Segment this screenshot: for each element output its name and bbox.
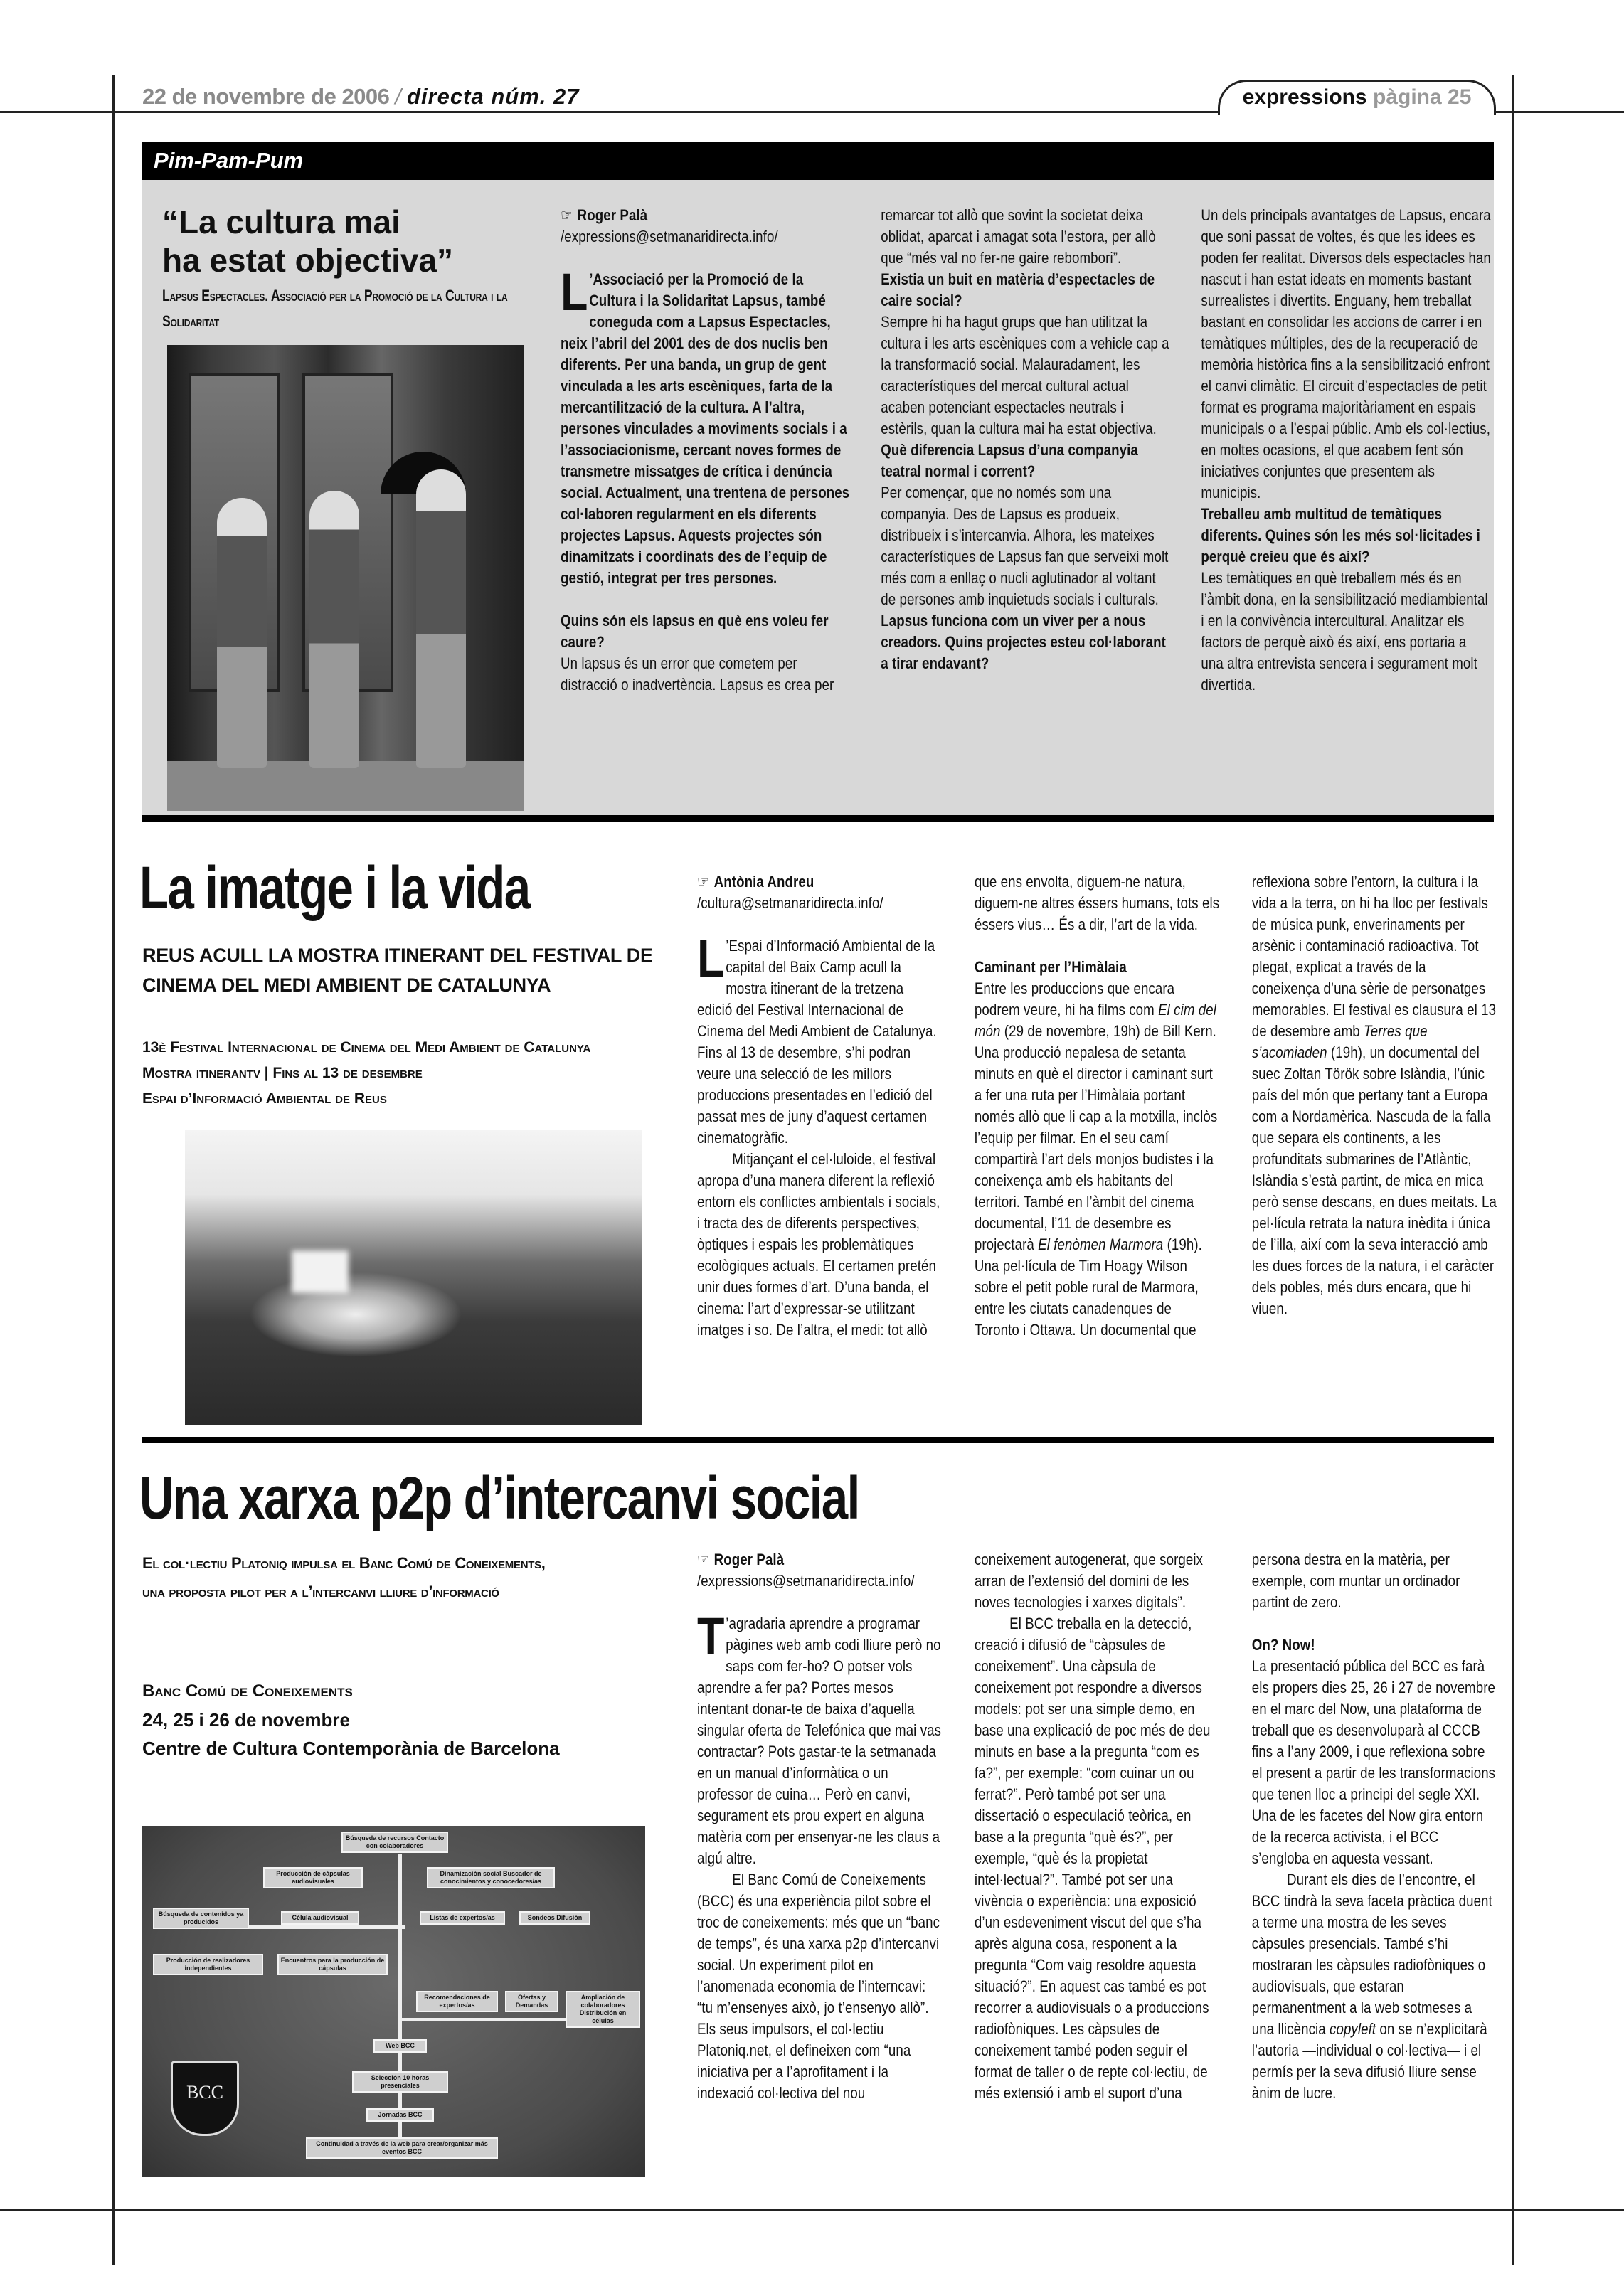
byline bbox=[561, 205, 851, 226]
photo-river bbox=[249, 1272, 462, 1357]
author-email[interactable]: /cultura@setmanaridirecta.info/ bbox=[697, 894, 883, 912]
p2p-info-name: Banc Comú de Coneixements bbox=[142, 1681, 353, 1701]
festival-info-name: 13è Festival Internacional de Cinema del Medi Ambient de Catalunya bbox=[142, 1039, 591, 1056]
text-run: (29 de novembre, 19h) de Bill Kern. Una producció nepalesa de setanta minuts en què el director i caminant surt a fer una ruta per l’Himàlaia portant només allò que li cap a la motxilla, inclòs l’equip per filmar. En el seu camí compartirà l’art dels monjos budistes i la coneixença amb els habitants del territori. També en l’àmbit del cinema documental, l’11 de desembre es projectarà bbox=[974, 1022, 1218, 1253]
text-run: El Banc Comú de Coneixements (BCC) és una experiència pilot sobre el troc de coneixements: més que un “banc de temps”, és una xarxa p2p d’intercanvi social. Un experiment pilot en l’anomenada economia de l’interncavi: “tu m’ensenyes això, jo t’ensenyo allò”. Els seus impulsors, el col·lectiu Platoniq.net, el defineixen com “una iniciativa per a l’aprofitament i la indexació col·lectiva del nou coneixement autogenerat, que sorgeix arran de l’extensió del domini de les noves tecnologies i xarxes digitals”. bbox=[697, 1551, 1204, 2102]
photo-waterfall bbox=[292, 1250, 349, 1293]
text-run: ’agradaria aprendre a programar pàgines web amb codi lliure però no saps com fer-ho? O potser vols aprendre a fer pa? Portes mesos intentant donar-te de baixa d’aquella singular oferta de Telefónica que mai vas contractar? Pots gastar-te la setmanada en un manual d’informàtica o un professor de cuina… Però en canvi, segurament ets prou expert en alguna matèria com per ensenyar-ne les claus a algú altre. bbox=[697, 1615, 942, 1867]
interview-question bbox=[881, 269, 1172, 312]
text-run: Quins són els lapsus en què ens voleu fer caure? bbox=[561, 612, 829, 651]
diagram-box: Ampliación de colaboradores Distribución en células bbox=[566, 1991, 640, 2028]
text-run: (19h), un documental del suec Zoltan Török sobre Islàndia, l’únic país del món que pertany tant a Europa com a Nordamèrica. Nascuda de la falla que separa els continents, a les profunditats submarines de l’Atlàntic, Islàndia s’està partint, de mica en mica però sense descans, en dues meitats. La pel·lícula retrata la natura inèdita i única de l’illa, així com la seva interacció amb les dues forces de la natura, i el caràcter dels pobles, més durs encara, que hi viuen. bbox=[1251, 1043, 1497, 1317]
text-run: On? Now! bbox=[1251, 1636, 1315, 1654]
headline-line-1: “La cultura mai bbox=[162, 203, 400, 240]
diagram-box: Célula audiovisual bbox=[281, 1911, 359, 1925]
section-bar-label: Pim-Pam-Pum bbox=[154, 148, 304, 173]
text-run: Entre les produccions que encara podrem veure, hi ha films com bbox=[974, 979, 1175, 1019]
paragraph bbox=[1252, 1656, 1497, 1869]
diagram-box: Sondeos Difusión bbox=[519, 1911, 590, 1925]
interview-body bbox=[561, 205, 1492, 696]
bcc-flow-diagram-photo bbox=[142, 1826, 645, 2177]
diagram-box: Búsqueda de contenidos ya producidos bbox=[153, 1908, 249, 1929]
film-title-italic: Terres que s’acomiaden bbox=[1251, 1022, 1428, 1061]
pointing-hand-icon: ☞ bbox=[697, 873, 709, 891]
drop-cap: L bbox=[561, 262, 588, 321]
interview-question bbox=[1201, 504, 1492, 568]
canyon-waterfall-photo bbox=[185, 1130, 642, 1425]
headline-line-2: ha estat objectiva” bbox=[162, 242, 454, 279]
p2p-info-place: Centre de Cultura Contemporània de Barcelona bbox=[142, 1738, 560, 1759]
text-run: Treballeu amb multitud de temàtiques diferents. Quines són les més sol·licitades i perquè creieu que és així? bbox=[1201, 505, 1480, 565]
author-email[interactable]: /expressions@setmanaridirecta.info/ bbox=[697, 1572, 915, 1590]
author-name: Roger Palà bbox=[713, 1551, 785, 1568]
text-run: Per començar, que no només som una companyia. Des de Lapsus es produeix, distribueix i s’intercanvia. Alhora, les mateixes característiques de Lapsus fan que serveixi molt més com a enllaç o nucli aglutinador al voltant de persones amb inquietuds socials i culturals. bbox=[881, 484, 1169, 608]
text-run: on se n’explicitarà l’autoria —individual o col·lectiva— i el permís per la seva difusió lliure sense ànim de lucre. bbox=[1251, 2020, 1487, 2102]
p2p-info bbox=[142, 1677, 683, 1763]
diagram-box: Dinamización social Buscador de conocimientos y conocedores/as bbox=[427, 1867, 555, 1888]
paragraph bbox=[881, 312, 1172, 440]
text-run: Mitjançant el cel·luloide, el festival apropa d’una manera diferent la reflexió entorn els conflictes ambientals i socials, i tracta des de diferents perspectives, òptiques i espais les problemàtiques ecològiques actuals. El certamen pretén unir dues formes d’art. D’una banda, el cinema: l’art d’expressar-se utilitzant imatges i so. De l’altra, el medi: tot allò que ens envolta, diguem-ne natura, diguem-ne altres éssers humans, tots els éssers vius… És a dir, l’art de la vida. bbox=[697, 873, 1220, 1339]
subheading bbox=[975, 957, 1220, 978]
issue-date: 22 de novembre de 2006 bbox=[142, 84, 390, 109]
section-bar bbox=[142, 142, 1494, 180]
p2p-info-dates: 24, 25 i 26 de novembre bbox=[142, 1709, 350, 1731]
text-run: Durant els dies de l’encontre, el BCC tindrà la seva faceta pràctica duent a terme una mostra de les seves càpsules presencials. També s’hi mostraran les càpsules radiofòniques o audiovisuals, que estaran permanentment a la web sotmeses a una llicència bbox=[1251, 1871, 1492, 2038]
drop-cap: T bbox=[697, 1607, 725, 1666]
pointing-hand-icon: ☞ bbox=[561, 206, 573, 224]
text-run: ’Associació per la Promoció de la Cultura i la Solidaritat Lapsus, també coneguda com a Lapsus Espectacles, neix l’abril del 2001 des de dos nuclis ben diferents. Per una banda, un grup de gent vinculada a les arts escèniques, farta de la mercantilització de la cultura. A l’altra, persones vinculades a moviments socials i a l’associacionisme, cercant noves formes de transmetre missatges de crítica i denúncia social. Actualment, una trentena de persones col·laboren regularment en els diferents projectes Lapsus. Aquests projectes són dinamitzats i coordinats des de l’equip de gestió, integrat per tres persones. bbox=[561, 270, 850, 587]
text-run: ’Espai d’Informació Ambiental de la capital del Baix Camp acull la mostra itinerant de la tretzena edició del Festival Internacional de Cinema del Medi Ambient de Catalunya. Fins al 13 de desembre, s’hi podran veure una selecció de les millors produccions presentades en l’edició del passat mes de juny d’aquest certamen cinematogràfic. bbox=[697, 937, 937, 1147]
p2p-headline: Una xarxa p2p d’intercanvi social bbox=[139, 1465, 859, 1531]
text-run: Un lapsus és un error que cometem per distracció o inadvertència. Lapsus es crea per remarcar tot allò que sovint la societat deixa oblidat, aparcat i amagat sota l’estora, per allò que “més val no fer-ne gaire rebombori”. bbox=[561, 206, 1156, 693]
p2p-deck-line-1: El col·lectiu Platoniq impulsa el Banc Comú de Coneixements, bbox=[142, 1554, 546, 1572]
diagram-box: Listas de expertos/as bbox=[420, 1911, 505, 1925]
paragraph bbox=[561, 262, 851, 589]
text-run: Caminant per l’Himàlaia bbox=[974, 958, 1127, 976]
diagram-box: Selección 10 horas presenciales bbox=[352, 2071, 448, 2093]
diagram-box: Continuidad a través de la web para crear/organizar más eventos BCC bbox=[306, 2137, 498, 2159]
page-number: pàgina 25 bbox=[1373, 85, 1472, 109]
festival-info-dates: Mostra itinerantv | Fins al 13 de desembre bbox=[142, 1065, 423, 1081]
festival-info bbox=[142, 1035, 683, 1112]
photo-floor bbox=[167, 761, 524, 811]
interview-question bbox=[881, 440, 1172, 482]
paragraph-spacer bbox=[561, 589, 851, 610]
interview-headline bbox=[162, 203, 453, 280]
photo-person-2 bbox=[309, 491, 359, 768]
diagram-box: Ofertas y Demandas bbox=[505, 1991, 558, 2012]
film-title-italic: El cim del món bbox=[974, 1001, 1216, 1040]
text-run: Què diferencia Lapsus d’una companyia teatral normal i corrent? bbox=[881, 441, 1138, 480]
festival-info-venue: Espai d’Informació Ambiental de Reus bbox=[142, 1090, 387, 1107]
diagram-box: Encuentros para la producción de cápsulas bbox=[277, 1954, 388, 1975]
text-run: Existia un buit en matèria d’espectacles de caire social? bbox=[881, 270, 1155, 309]
footer-rule bbox=[0, 2209, 1624, 2211]
author-name: Roger Palà bbox=[577, 206, 648, 224]
text-run: Les temàtiques en què treballem més és en l’àmbit dona, en la sensibilització mediambiental i en la convivència intercultural. Analitzar els factors de perquè això és així, ens portaria a una altra entrevista sencera i segurament molt divertida. bbox=[1201, 569, 1488, 693]
byline bbox=[697, 871, 943, 893]
p2p-deck bbox=[142, 1549, 669, 1606]
issue-number: directa núm. 27 bbox=[407, 84, 580, 109]
bcc-emblem-logo: BCC bbox=[171, 2061, 239, 2136]
lapsus-group-photo bbox=[167, 345, 524, 811]
film-title-italic: El fenòmen Marmora bbox=[1038, 1235, 1164, 1253]
film-title-italic: copyleft bbox=[1330, 2020, 1376, 2038]
paragraph bbox=[1201, 568, 1492, 696]
left-margin-line bbox=[112, 75, 115, 2265]
interview-subtitle: Lapsus Espectacles. Associació per la Promoció de la Cultura i la Solidaritat bbox=[162, 287, 508, 330]
diagram-connector bbox=[249, 1925, 405, 1929]
photo-person-1 bbox=[217, 498, 267, 768]
page-header-dateline bbox=[142, 84, 579, 110]
section-page-tab bbox=[1218, 80, 1496, 115]
interview-question bbox=[561, 610, 851, 653]
paragraph bbox=[881, 482, 1172, 610]
diagram-box: Producción de cápsulas audiovisuales bbox=[263, 1867, 363, 1888]
paragraph bbox=[697, 929, 943, 1149]
section-name: expressions bbox=[1242, 85, 1367, 109]
diagram-box: Web BCC bbox=[373, 2039, 427, 2053]
text-run: La presentació pública del BCC es farà els propers dies 25, 26 i 27 de novembre en el marc del Now, una plataforma de treball que es desenvoluparà al CCCB fins a l’any 2009, i que reflexiona sobre el present a partir de les transformacions que tenen lloc a principi del segle XXI. Una de les facetes del Now gira entorn de la recerca activista, i el BCC s’engloba en aquesta vessant. bbox=[1251, 1657, 1496, 1867]
paragraph bbox=[697, 1607, 943, 1869]
right-margin-line bbox=[1512, 75, 1514, 2265]
subheading bbox=[1252, 1635, 1497, 1656]
diagram-box: Producción de realizadores independientes bbox=[153, 1954, 263, 1975]
festival-headline: La imatge i la vida bbox=[139, 854, 530, 921]
diagram-box: Búsqueda de recursos Contacto con colaboradores bbox=[341, 1832, 448, 1853]
festival-body bbox=[697, 871, 1497, 1341]
text-run: Sempre hi ha hagut grups que han utilitzat la cultura i les arts escèniques com a vehicle cap a la transformació social. Malauradament, les característiques del mercat cultural actual acaben potenciant espectacles neutrals i estèrils, quan la cultura mai ha estat objectiva. bbox=[881, 313, 1169, 437]
author-name: Antònia Andreu bbox=[713, 873, 814, 891]
byline bbox=[697, 1549, 943, 1570]
author-email[interactable]: /expressions@setmanaridirecta.info/ bbox=[561, 228, 778, 245]
paragraph bbox=[1252, 1869, 1497, 2104]
diagram-connector bbox=[398, 1854, 402, 2139]
text-run: El BCC treballa en la detecció, creació i difusió de “càpsules de coneixement”. Una càpsula de coneixement pot respondre a diversos models: pot ser una simple demo, en base una explicació de poc més de deu minuts en base a la pregunta “com es fa?”, per exemple: “com cuinar un ou ferrat?”. Però també pot ser una dissertació o especulació teòrica, en base a la pregunta “què és?”, per exemple, “què és la propietat intel·lectual?”. També pot ser una vivència o experiència: una exposició d’un esdeveniment viscut del que s’ha après alguna cosa, responent a la pregunta “Com vaig resoldre aquesta situació?”. En aquest cas també es pot recorrer a audiovisuals o a produccions radiofòniques. Les càpsules de coneixement també poden seguir el format de taller o de repte col·lectiu, de més extensió i amb el suport d’una persona destra en la matèria, per exemple, com muntar un ordinador partint de zero. bbox=[974, 1551, 1460, 2102]
photo-person-3 bbox=[416, 469, 466, 768]
p2p-deck-line-2: una proposta pilot per a l’intercanvi lliure d’informació bbox=[142, 1583, 499, 1600]
text-run: Un dels principals avantatges de Lapsus, encara que soni passat de voltes, és que les idees es poden fer realitat. Diversos dels espectacles han nascut i han estat ideats en moments bastant surrealistes i divertits. Enguany, hem treballat bastant en consolidar les accions de carrer i en temàtiques múltiples, des de la recuperació de memòria històrica fins a la sensibilització enfront el canvi climàtic. El circuit d’espectacles de petit format es programa majoritàriament en espais municipals o a l’espai públic. Amb els col·lectius, en moltes ocasions, el que acabem fent són iniciatives conjuntes que presentem als municipis. bbox=[1201, 206, 1491, 501]
paragraph bbox=[1201, 205, 1492, 504]
diagram-box: Jornadas BCC bbox=[366, 2108, 434, 2122]
header-separator: / bbox=[395, 84, 402, 109]
text-run: Lapsus funciona com un viver per a nous creadors. Quins projectes esteu col·laborant a tirar endavant? bbox=[881, 612, 1166, 672]
text-run: (19h). Una pel·lícula de Tim Hoagy Wilson sobre el petit poble rural de Marmora, entre les ciutats canadenques de Toronto i Ottawa. Un documental que reflexiona sobre l’entorn, la cultura i la vida a la terra, on hi ha lloc per festivals de música punk, enverinaments per arsènic i contaminació radioactiva. Tot plegat, explicat a través de la coneixença d’una sèrie de personatges memorables. El festival es clausura el 13 de desembre amb bbox=[974, 873, 1497, 1339]
paragraph-spacer bbox=[975, 935, 1220, 957]
paragraph-spacer bbox=[1252, 1613, 1497, 1635]
interview-question bbox=[881, 610, 1172, 674]
festival-deck: REUS ACULL LA MOSTRA ITINERANT DEL FESTIVAL DE CINEMA DEL MEDI AMBIENT DE CATALUNYA bbox=[142, 945, 653, 996]
p2p-body bbox=[697, 1549, 1497, 2104]
section-divider bbox=[142, 1437, 1494, 1443]
diagram-box: Recomendaciones de expertos/as bbox=[416, 1991, 498, 2012]
section-divider bbox=[142, 815, 1494, 822]
pointing-hand-icon: ☞ bbox=[697, 1551, 709, 1568]
drop-cap: L bbox=[697, 929, 725, 988]
